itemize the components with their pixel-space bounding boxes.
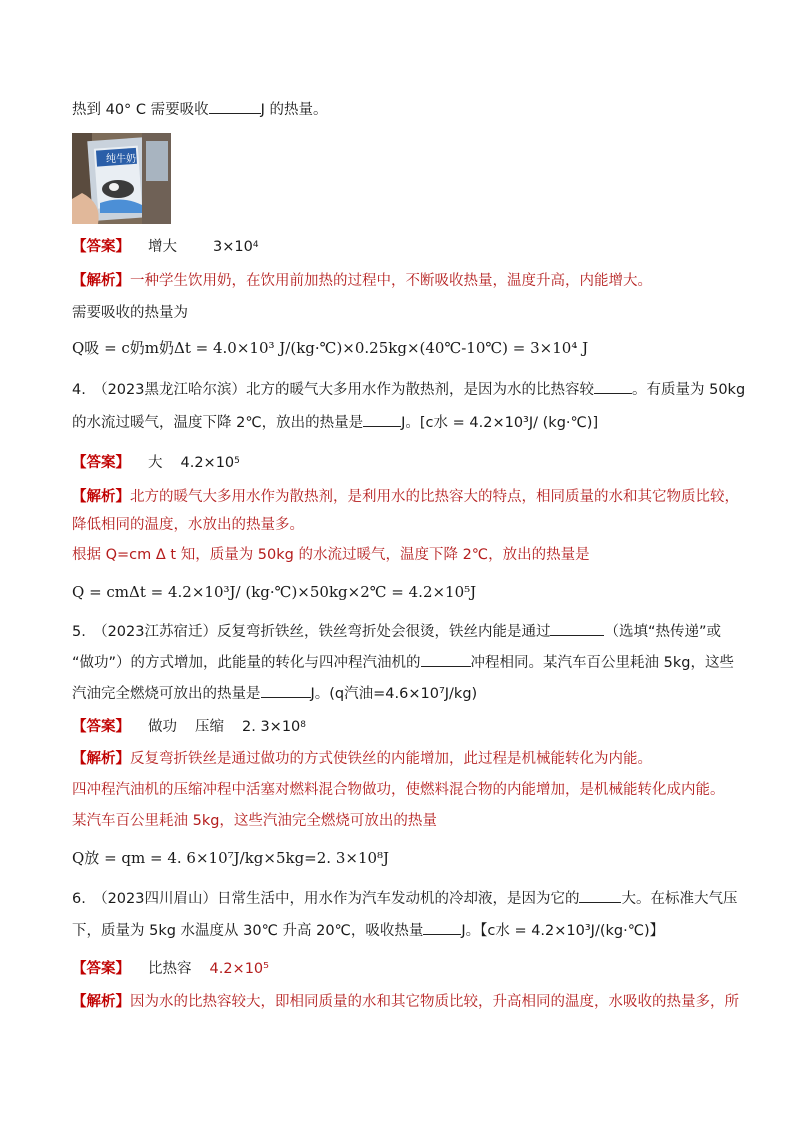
q6-answer-line: 【答案】 比热容 4.2×10⁵: [72, 961, 269, 977]
q5-answer-line: 【答案】 做功 压缩 2. $3\times 10^8$: [72, 719, 307, 735]
q4-analysis-line-2: 降低相同的温度，水放出的热量多。: [72, 517, 304, 533]
q6-question-line-2: 下，质量为 5kg 水温度从 30℃ 升高 20℃，吸收热量 J。【c水 = 4.2×10³J/(kg·℃)】: [72, 920, 754, 942]
q3-formula: Q吸 = c奶m奶Δt = 4.0×10³ J/(kg·℃)×0.25kg×(40℃-10℃) = 3×10⁴ J: [72, 339, 589, 357]
q3-analysis-line-2: 需要吸收的热量为: [72, 305, 188, 321]
q3-answer-line: 【答案】 增大 $3\times 10^4$: [72, 239, 259, 255]
q4-question-line-2: 的水流过暖气，温度下降 2℃，放出的热量是 J。[c水 = 4.2×10³J/ (kg·℃)]: [72, 412, 754, 434]
q6-analysis-line-1: 【解析】因为水的比热容较大，即相同质量的水和其它物质比较，升高相同的温度，水吸收的热量多，所: [72, 994, 739, 1010]
q5-analysis-line-3: 某汽车百公里耗油 5kg，这些汽油完全燃烧可放出的热量: [72, 813, 437, 829]
answer-blank: [261, 683, 311, 698]
answer-blank: [594, 379, 632, 394]
answer-blank: [363, 412, 401, 427]
q5-question-line-2: “做功”）的方式增加，此能量的转化与四冲程汽油机的 冲程相同。某汽车百公里耗油 5kg，这些: [72, 652, 754, 674]
q4-question-line-1: 4. （2023黑龙江哈尔滨）北方的暖气大多用水作为散热剂，是因为水的比热容较 。有质量为 50kg: [72, 379, 754, 401]
answer-blank: [421, 652, 471, 667]
q5-question-line-3: 汽油完全燃烧可放出的热量是 J。(q汽油=4.6×10⁷J/kg): [72, 683, 754, 705]
q5-analysis-line-1: 【解析】反复弯折铁丝是通过做功的方式使铁丝的内能增加，此过程是机械能转化为内能。: [72, 751, 652, 767]
q4-answer-line: 【答案】 大 $4.2\times 10^5$: [72, 455, 240, 471]
milk-pack-photo: [72, 133, 171, 224]
q5-question-line-1: 5. （2023江苏宿迁）反复弯折铁丝，铁丝弯折处会很烫，铁丝内能是通过 （选填“热传递”或: [72, 621, 754, 643]
q4-analysis-line-1: 【解析】北方的暖气大多用水作为散热剂，是利用水的比热容大的特点，相同质量的水和其它物质比较，: [72, 489, 739, 505]
q3-analysis-line: 【解析】一种学生饮用奶，在饮用前加热的过程中，不断吸收热量，温度升高，内能增大。: [72, 273, 652, 289]
q3-question-line: 热到 40° C 需要吸收 J 的热量。: [72, 99, 754, 121]
q6-question-line-1: 6. （2023四川眉山）日常生活中，用水作为汽车发动机的冷却液，是因为它的 大。在标准大气压: [72, 888, 754, 910]
answer-blank: [579, 888, 621, 903]
q4-analysis-line-3: 根据 Q=cm Δ t 知，质量为 50kg 的水流过暖气，温度下降 2℃，放出的热量是: [72, 547, 590, 563]
q4-formula: Q = cmΔt = 4.2×10³J/ (kg·℃)×50kg×2℃ = 4.2×10⁵J: [72, 583, 477, 601]
q5-formula: Q放 = qm = 4. 6×10⁷J/kg×5kg=2. 3×10⁸J: [72, 849, 390, 867]
answer-blank: [550, 621, 604, 636]
answer-blank: [423, 920, 461, 935]
answer-blank: [209, 99, 261, 114]
milk-pack-label: 纯牛奶: [106, 154, 136, 165]
q5-analysis-line-2: 四冲程汽油机的压缩冲程中活塞对燃料混合物做功，使燃料混合物的内能增加，是机械能转化成内能。: [72, 782, 725, 798]
